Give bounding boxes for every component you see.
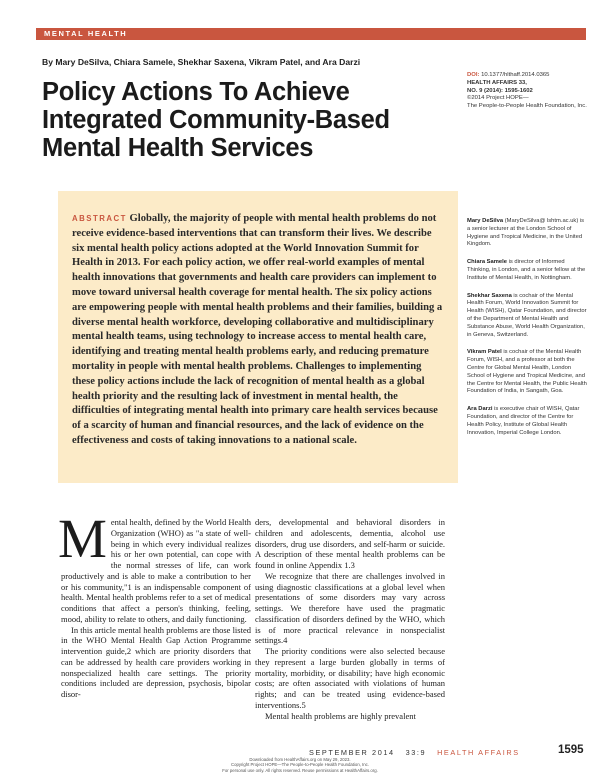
author-name: Mary DeSilva — [467, 218, 504, 224]
doi-link[interactable]: 10.1377/hlthaff.2014.0365 — [481, 72, 550, 78]
notice-line: For personal use only. All rights reserved. Reuse permissions at HealthAffairs.org. — [222, 767, 378, 773]
body-paragraph: In this article mental health problems are those listed in the WHO Mental Health Gap Action Programme intervention guide,2 which are priority disorders that can be addressed by health care providers working in nonspecialized health care settings. The priority conditions included are depression, psychosis, bipolar disor- — [61, 624, 251, 699]
drop-cap: M — [58, 508, 107, 569]
body-paragraph: ental health, defined by the World Health Organization (WHO) as "a state of well-being in which every individual realizes his or her own potential, can cope with the normal stresses of life, can work productively and is able to make a contribution to her or his community,"1 is an indispensable component of health. Mental health problems refer to a set of medical conditions that affect a person's thinking, feeling, mood, ability to relate to others, and daily functioning. — [61, 517, 251, 624]
author-line: By Mary DeSilva, Chiara Samele, Shekhar Saxena, Vikram Patel, and Ara Darzi — [42, 57, 361, 67]
journal-name: HEALTH AFFAIRS 33, — [467, 79, 527, 86]
copyright: ©2014 Project HOPE— — [467, 95, 529, 102]
author-bio-text: (MaryDeSilva@ lshtm.ac.uk) is a senior lecturer at the London School of Hygiene and Tropical Medicine, in the United Kingdom. — [467, 218, 585, 248]
body-column-right — [255, 517, 445, 721]
author-bio-text: is cochair of the Mental Health Forum, WISH, and a professor at both the Centre for Global Mental Health, London School of Hygiene and Tropical Medicine, and the Centre for Mental Health, the Public Health Foundation of India, in Sangath, Goa. — [467, 349, 587, 395]
body-column-left — [58, 508, 251, 700]
running-footer — [309, 748, 520, 757]
author-name: Vikram Patel — [467, 349, 502, 356]
article-title: Policy Actions To Achieve Integrated Community-Based Mental Health Services — [42, 78, 390, 162]
body-paragraph: Mental health problems are highly prevalent — [265, 710, 416, 721]
author-bio-text: is executive chair of WISH, Qatar Foundation, and director of the Centre for Health Policy, Institute of Global Health Innovation, Imperial College London. — [467, 406, 580, 436]
section-banner — [36, 28, 586, 40]
author-name: Shekhar Saxena — [467, 292, 512, 299]
body-paragraph: We recognize that there are challenges involved in using diagnostic classifications at a global level when presentations of some disorders may vary across settings. We therefore have used the pragmatic classification of disorders defined by the WHO, which is of more practical relevance in nonspecialist settings.4 — [255, 570, 445, 646]
author-bio-text: is director of Informed Thinking, in London, and a senior fellow at the Institute of Mental Health, in Nottingham. — [467, 259, 586, 281]
volume-issue: 33:9 — [405, 748, 427, 757]
body-paragraph: ders, developmental and behavioral disorders in children and adolescents, dementia, alcohol use disorders, drug use disorders, and self-harm or suicide. A description of these mental health problems can be found in online Appendix 1.3 — [255, 517, 445, 570]
article-meta — [467, 72, 592, 111]
journal-footer-name: HEALTH AFFAIRS — [437, 748, 520, 757]
author-bio — [467, 406, 587, 437]
author-bios — [467, 218, 587, 447]
abstract-text: Globally, the majority of people with mental health problems do not receive evidence-based interventions that can transform their lives. We describe six mental health policy actions adopted at the World Innovation Summit for Health in 2013. For each policy action, we offer real-world examples of mental health innovations that governments and health care providers can implement to move toward universal health coverage for mental health. The six policy actions are empowering people with mental health problems and their families, building a diverse mental health workforce, developing collaborative and multidisciplinary mental health teams, using technology to increase access to mental health care, identifying and treating mental health problems early, and reducing premature mortality in people with mental health problems. Challenges to implementing these policy actions include the lack of recognition of mental health as a global health priority and the resulting lack of investment in mental health, the difficulties of integrating mental health into primary care health services because of a scarcity of human and financial resources, and the lack of evidence on the effectiveness and costs of taking innovations to a national scale. — [72, 213, 443, 446]
author-bio — [467, 349, 587, 396]
doi-label: DOI: — [467, 72, 480, 78]
page-number: 1595 — [558, 744, 584, 756]
author-bio-text: is cochair of the Mental Health Forum, World Innovation Summit for Health (WISH), Qatar Foundation, and director of the Department of Mental Health and Substance Abuse, World Health Organization, in Geneva, Switzerland. — [467, 292, 587, 338]
abstract-box — [58, 191, 458, 483]
author-name: Ara Darzi — [467, 406, 493, 413]
abstract-label: ABSTRACT — [72, 214, 127, 223]
section-label: MENTAL HEALTH — [44, 29, 128, 38]
author-bio — [467, 259, 587, 282]
notice-line: Downloaded from HealthAffairs.org on May 29, 2023. — [249, 757, 351, 762]
author-name: Chiara Samele — [467, 259, 507, 266]
notice-line: Copyright Project HOPE—The People-to-People Health Foundation, Inc. — [230, 762, 370, 768]
body-paragraph: The priority conditions were also selected because they represent a large burden globally in terms of mortality, morbidity, or disability; have high economic costs; are often associated with violations of human rights; and can be treated using evidence-based interventions.5 — [255, 646, 445, 710]
publisher: The People-to-People Health Foundation, Inc. — [467, 103, 587, 110]
download-notice — [180, 757, 420, 773]
issue-date: SEPTEMBER 2014 — [309, 748, 395, 757]
author-bio — [467, 293, 587, 340]
issue-info: NO. 9 (2014): 1595-1602 — [467, 87, 533, 94]
author-bio — [467, 218, 587, 249]
